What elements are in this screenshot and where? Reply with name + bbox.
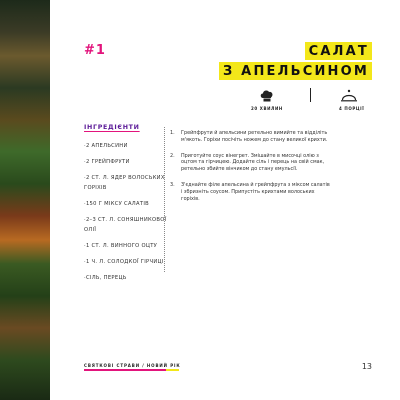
ingredients-heading: ІНГРЕДІЄНТИ [84,124,140,131]
step-number: 2. [170,152,175,159]
ingredient-item: ·2–3 СТ. Л. СОНЯШНИКОВОЇ [84,217,167,223]
ingredient-item: ·2 АПЕЛЬСИНИ [84,143,128,149]
footer-yellow-bar [166,369,179,371]
footer-pink-bar [84,369,176,371]
recipe-title-line2: З АПЕЛЬСИНОМ [219,62,372,80]
ingredient-item: ·1 Ч. Л. СОЛОДКОЇ ГІРЧИЦІ [84,259,164,265]
recipe-title-line1: САЛАТ [305,42,372,60]
step-item [170,182,330,202]
servings: 4 ПОРЦІЇ [339,106,365,111]
food-photo-strip [0,0,50,400]
ingredient-item: ·2 СТ. Л. ЯДЕР ВОЛОСЬКИХ [84,175,165,181]
step-text: Приготуйте соус вінегрет. Змішайте в мисочці олію з оцтом та гірчицею. Додайте сіль і перець на свій смак, ретельно збийте вінчиком до стану емульсії. [181,152,325,173]
step-text: Грейпфрути й апельсини ретельно вимийте та відділіть м'якоть. Горіхи посічіть ножем до стану великої крихти. [181,130,328,143]
footer-label: СВЯТКОВІ СТРАВИ / НОВИЙ РІК [84,363,181,368]
recipe-title [219,40,372,80]
step-item [170,153,330,173]
column-divider [164,127,165,272]
ingredients-list [84,142,176,290]
page-number: 13 [361,362,372,371]
ingredient-item: ОЛІЇ [84,227,97,233]
step-text: З'єднайте філе апельсина й грейпфрута з міксом салатів і збризніть соусом. Припустіть крихтами волоських горіхів. [181,181,330,202]
step-number: 1. [170,130,175,136]
step-item [170,130,330,144]
ingredient-item: ·2 ГРЕЙПФРУТИ [84,159,130,165]
cooking-time: 20 ХВИЛИН [251,106,283,111]
ingredient-item: ГОРІХІВ [84,185,107,191]
ingredient-item: ·1 СТ. Л. ВИННОГО ОЦТУ [84,243,158,249]
steps-list [170,130,330,211]
chef-hat-icon [259,88,275,104]
recipe-page [50,0,400,400]
cloche-icon [340,88,358,104]
meta-divider [310,88,311,102]
step-number: 3. [170,181,175,188]
ingredient-item: ·150 Г МІКСУ САЛАТІВ [84,201,150,207]
recipe-number: #1 [84,43,106,58]
ingredient-item: ·СІЛЬ, ПЕРЕЦЬ [84,275,127,281]
